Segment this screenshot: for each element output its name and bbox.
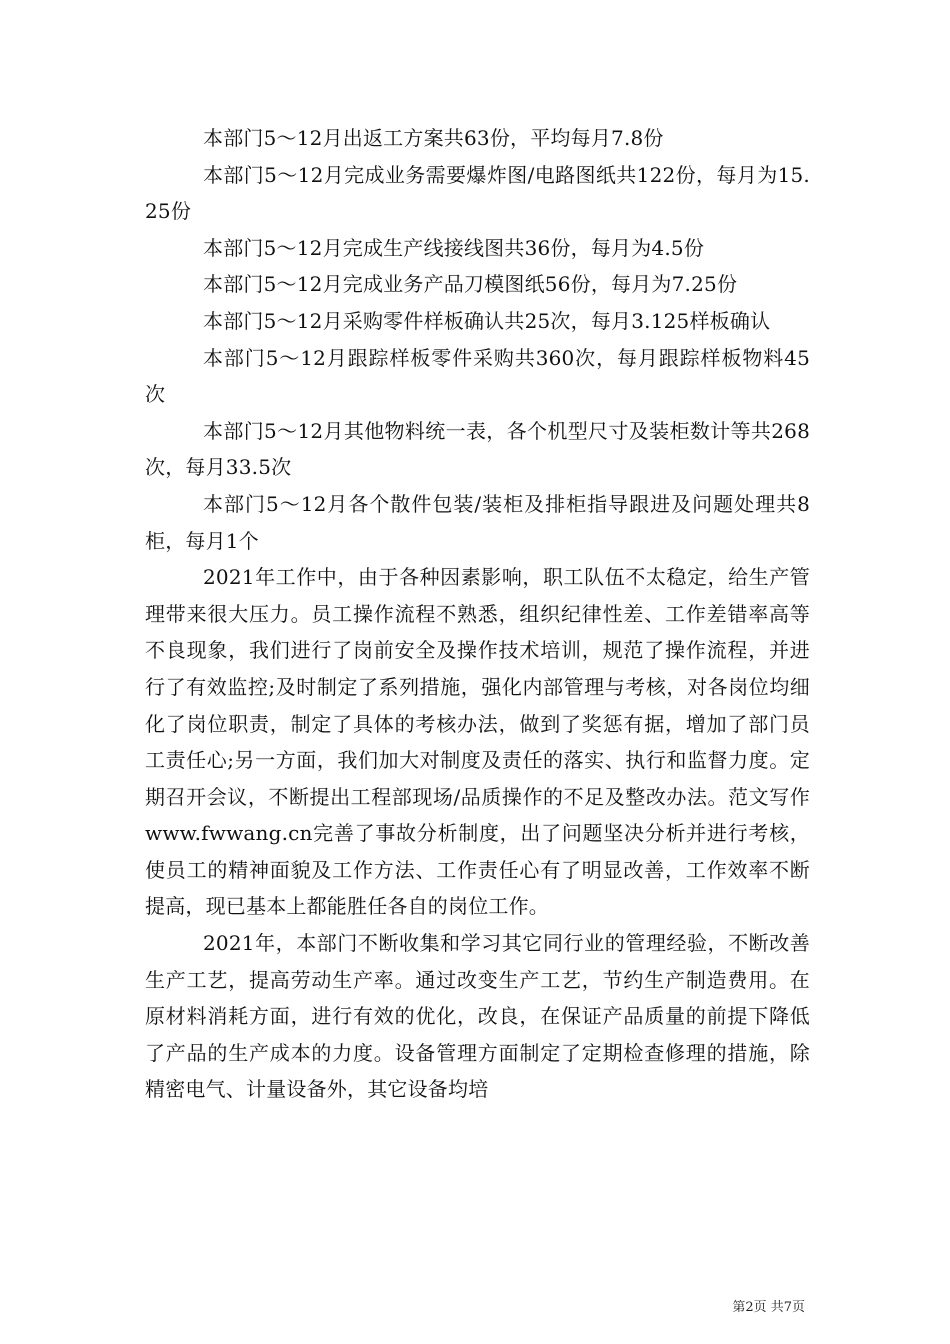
document-body: [145, 120, 810, 1108]
paragraph-rework-plans: 本部门5～12月出返工方案共63份，平均每月7.8份: [203, 126, 664, 150]
paragraph-sample-tracking: 本部门5～12月跟踪样板零件采购共360次，每月跟踪样板物料45次: [145, 345, 810, 407]
paragraph-packaging-guidance: 本部门5～12月各个散件包装/装柜及排柜指导跟进及问题处理共8柜，每月1个: [145, 491, 810, 553]
paragraph-sample-confirmation: 本部门5～12月采购零件样板确认共25次，每月3.125样板确认: [203, 308, 771, 333]
paragraph-wiring-diagrams: 本部门5～12月完成生产线接线图共36份，每月为4.5份: [203, 235, 705, 260]
page-number-footer: 第2页 共7页: [732, 1300, 805, 1315]
paragraph-material-table: 本部门5～12月其他物料统一表，各个机型尺寸及装柜数计等共268次，每月33.5次: [145, 418, 810, 480]
paragraph-die-drawings: 本部门5～12月完成业务产品刀模图纸56份，每月为7.25份: [203, 272, 738, 297]
paragraph-workforce-management: 2021年工作中，由于各种因素影响，职工队伍不太稳定，给生产管理带来很大压力。员工操作流程不熟悉，组织纪律性差、工作差错率高等不良现象，我们进行了岗前安全及操作技术培训，规范了操作流程，并进行了有效监控;及时制定了系列措施，强化内部管理与考核，对各岗位均细化了岗位职责，制定了具体的考核办法，做到了奖惩有据，增加了部门员工责任心;另一方面，我们加大对制度及责任的落实、执行和监督力度。定期召开会议，不断提出工程部现场/品质操作的不足及整改办法。范文写作www.fwwang.cn完善了事故分析制度，出了问题坚决分析并进行考核，使员工的精神面貌及工作方法、工作责任心有了明显改善，工作效率不断提高，现已基本上都能胜任各自的岗位工作。: [145, 565, 810, 919]
paragraph-exploded-diagrams: 本部门5～12月完成业务需要爆炸图/电路图纸共122份，每月为15.25份: [145, 162, 810, 224]
paragraph-process-improvement: 2021年，本部门不断收集和学习其它同行业的管理经验，不断改善生产工艺，提高劳动生产率。通过改变生产工艺，节约生产制造费用。在原材料消耗方面，进行有效的优化，改良，在保证产品质量的前提下降低了产品的生产成本的力度。设备管理方面制定了定期检查修理的措施，除精密电气、计量设备外，其它设备均培: [145, 931, 810, 1102]
